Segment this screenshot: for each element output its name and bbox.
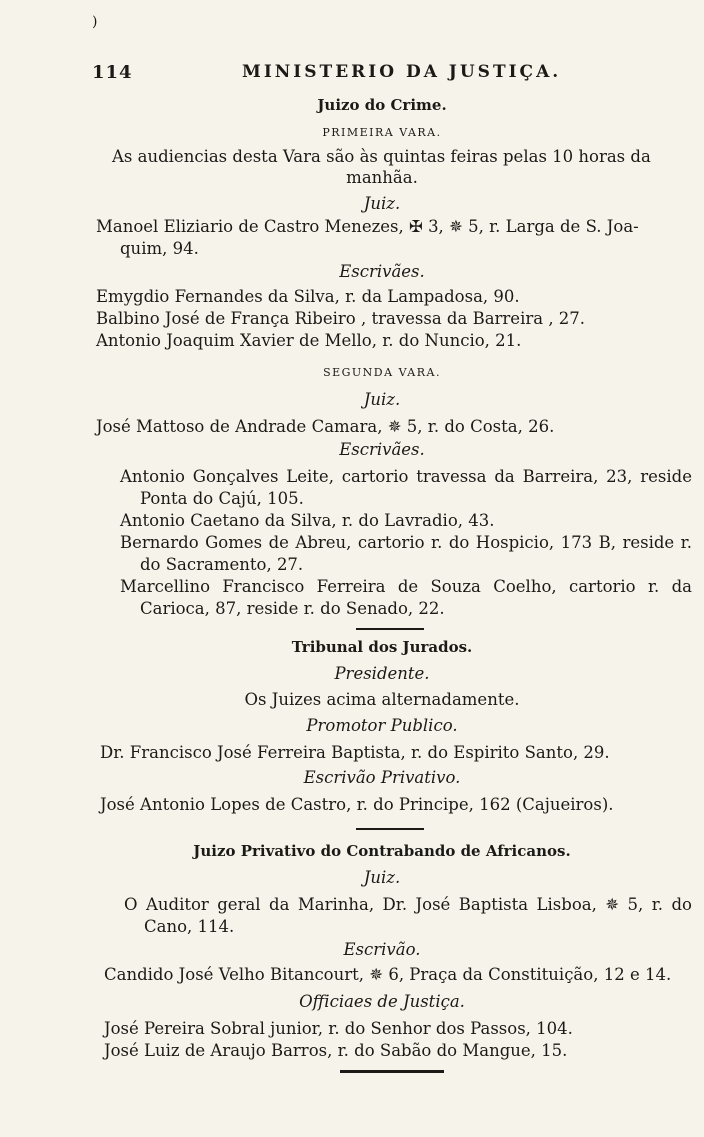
official-entry: José Luiz de Araujo Barros, r. do Sabão do Mangue, 15.	[104, 1041, 568, 1060]
juiz-label-contrabando: Juiz.	[363, 868, 401, 887]
presidente-value: Os Juizes acima alternadamente.	[244, 690, 520, 709]
escrivao-entry: Antonio Caetano da Silva, r. do Lavradio, 43.	[120, 511, 495, 530]
escrivao-entry: Emygdio Fernandes da Silva, r. da Lampadosa, 90.	[96, 287, 520, 306]
margin-mark: )	[92, 14, 98, 30]
juiz-vara1-line2: quim, 94.	[120, 239, 199, 258]
section-divider	[356, 628, 424, 630]
escrivao-label-contrabando: Escrivão.	[343, 940, 421, 959]
section-title-contrabando: Juizo Privativo do Contrabando de Africanos.	[193, 842, 571, 860]
juiz-label-vara2: Juiz.	[363, 390, 401, 409]
escrivao-entry: Marcellino Francisco Ferreira de Souza Coelho, cartorio r. da Carioca, 87, reside r. do Senado, 22.	[120, 577, 692, 618]
section-title-juizo-crime: Juizo do Crime.	[317, 96, 447, 114]
page-header	[92, 62, 672, 86]
juiz-label-vara1: Juiz.	[363, 194, 401, 213]
heading-primeira-vara: PRIMEIRA VARA.	[322, 126, 442, 139]
escrivao-contrabando: Candido José Velho Bitancourt, ✵ 6, Praça da Constituição, 12 e 14.	[104, 965, 672, 984]
official-entry: José Pereira Sobral junior, r. do Senhor dos Passos, 104.	[104, 1019, 573, 1038]
juiz-contrabando: O Auditor geral da Marinha, Dr. José Baptista Lisboa, ✵ 5, r. do Cano, 114.	[124, 895, 692, 936]
juiz-vara1-line1: Manoel Eliziario de Castro Menezes, ✠ 3, ✵ 5, r. Larga de S. Joa-	[96, 217, 639, 236]
escrivao-entry: Antonio Joaquim Xavier de Mello, r. do Nuncio, 21.	[96, 331, 522, 350]
section-divider	[356, 828, 424, 830]
escrivao-privativo-label: Escrivão Privativo.	[303, 768, 461, 787]
section-title-tribunal-jurados: Tribunal dos Jurados.	[291, 638, 473, 656]
juiz-vara2: José Mattoso de Andrade Camara, ✵ 5, r. do Costa, 26.	[96, 417, 555, 436]
promotor-value: Dr. Francisco José Ferreira Baptista, r. do Espirito Santo, 29.	[100, 743, 610, 762]
escrivaes-label-vara1: Escrivães.	[339, 262, 425, 281]
promotor-label: Promotor Publico.	[306, 716, 458, 735]
officiaes-label: Officiaes de Justiça.	[299, 992, 465, 1011]
page-number: 114	[92, 62, 133, 83]
audiencias-note-line1: As audiencias desta Vara são às quintas feiras pelas 10 horas da	[112, 147, 651, 166]
audiencias-note-line2: manhãa.	[346, 168, 418, 187]
escrivao-entry: Antonio Gonçalves Leite, cartorio travessa da Barreira, 23, reside Ponta do Cajú, 105.	[120, 467, 692, 508]
heading-segunda-vara: SEGUNDA VARA.	[323, 366, 441, 379]
end-rule	[340, 1070, 444, 1073]
escrivao-entry: Bernardo Gomes de Abreu, cartorio r. do Hospicio, 173 B, reside r. do Sacramento, 27.	[120, 533, 692, 574]
escrivao-privativo-value: José Antonio Lopes de Castro, r. do Principe, 162 (Cajueiros).	[100, 795, 614, 814]
escrivaes-label-vara2: Escrivães.	[339, 440, 425, 459]
running-title: MINISTERIO DA JUSTIÇA.	[242, 62, 562, 82]
presidente-label: Presidente.	[334, 664, 430, 683]
escrivao-entry: Balbino José de França Ribeiro , travessa da Barreira , 27.	[96, 309, 586, 328]
